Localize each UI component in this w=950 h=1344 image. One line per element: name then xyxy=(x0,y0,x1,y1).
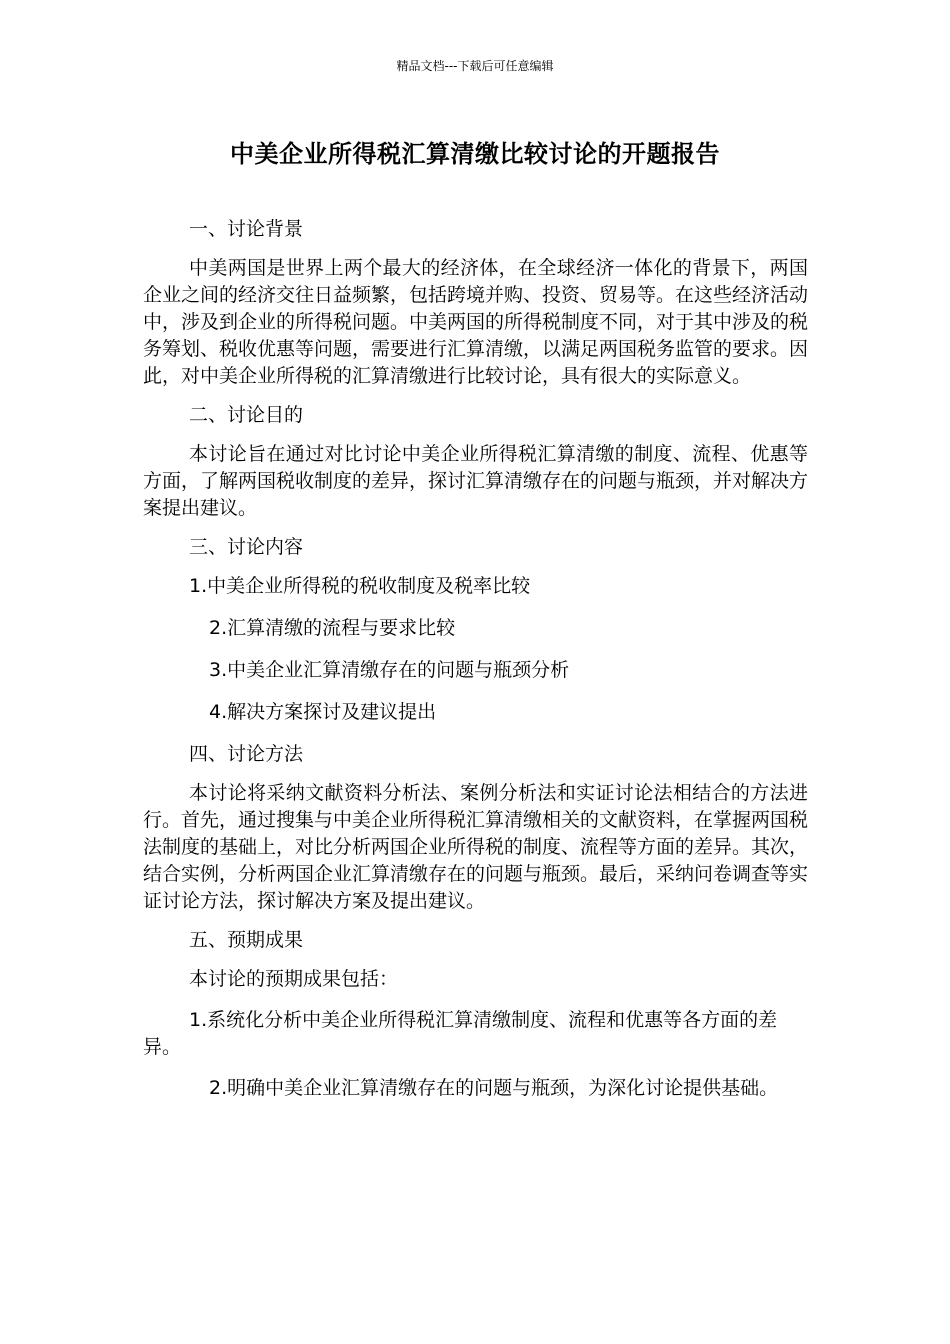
list-item: 4.解决方案探讨及建议提出 xyxy=(209,701,437,723)
document-body xyxy=(143,210,808,1116)
list-item: 1.系统化分析中美企业所得税汇算清缴制度、流程和优惠等各方面的差异。 xyxy=(143,1009,778,1058)
section-heading-content: 三、讨论内容 xyxy=(189,536,304,558)
document-title: 中美企业所得税汇算清缴比较讨论的开题报告 xyxy=(230,140,720,168)
section-heading-results: 五、预期成果 xyxy=(189,929,304,951)
paragraph-method: 本讨论将采纳文献资料分析法、案例分析法和实证讨论法相结合的方法进行。首先，通过搜集与中美企业所得税汇算清缴相关的文献资料，在掌握两国税法制度的基础上，对比分析两国企业所得税的制度、流程等方面的差异。其次，结合实例，分析两国企业汇算清缴存在的问题与瓶颈。最后，采纳问卷调查等实证讨论方法，探讨解决方案及提出建议。 xyxy=(143,782,809,912)
list-item: 2.明确中美企业汇算清缴存在的问题与瓶颈，为深化讨论提供基础。 xyxy=(209,1077,779,1099)
section-heading-background: 一、讨论背景 xyxy=(189,218,304,240)
list-item: 1.中美企业所得税的税收制度及税率比较 xyxy=(189,575,531,597)
paragraph-background: 中美两国是世界上两个最大的经济体，在全球经济一体化的背景下，两国企业之间的经济交往日益频繁，包括跨境并购、投资、贸易等。在这些经济活动中，涉及到企业的所得税问题。中美两国的所得税制度不同，对于其中涉及的税务筹划、税收优惠等问题，需要进行汇算清缴，以满足两国税务监管的要求。因此，对中美企业所得税的汇算清缴进行比较讨论，具有很大的实际意义。 xyxy=(143,257,809,387)
header-note: 精品文档---下载后可任意编辑 xyxy=(396,59,554,73)
list-item: 3.中美企业汇算清缴存在的问题与瓶颈分析 xyxy=(209,659,570,681)
section-heading-method: 四、讨论方法 xyxy=(189,743,304,765)
list-item: 2.汇算清缴的流程与要求比较 xyxy=(209,617,456,639)
paragraph-results-intro: 本讨论的预期成果包括： xyxy=(189,968,399,990)
section-heading-purpose: 二、讨论目的 xyxy=(189,404,304,426)
paragraph-purpose: 本讨论旨在通过对比讨论中美企业所得税汇算清缴的制度、流程、优惠等方面，了解两国税收制度的差异，探讨汇算清缴存在的问题与瓶颈，并对解决方案提出建议。 xyxy=(143,443,809,519)
